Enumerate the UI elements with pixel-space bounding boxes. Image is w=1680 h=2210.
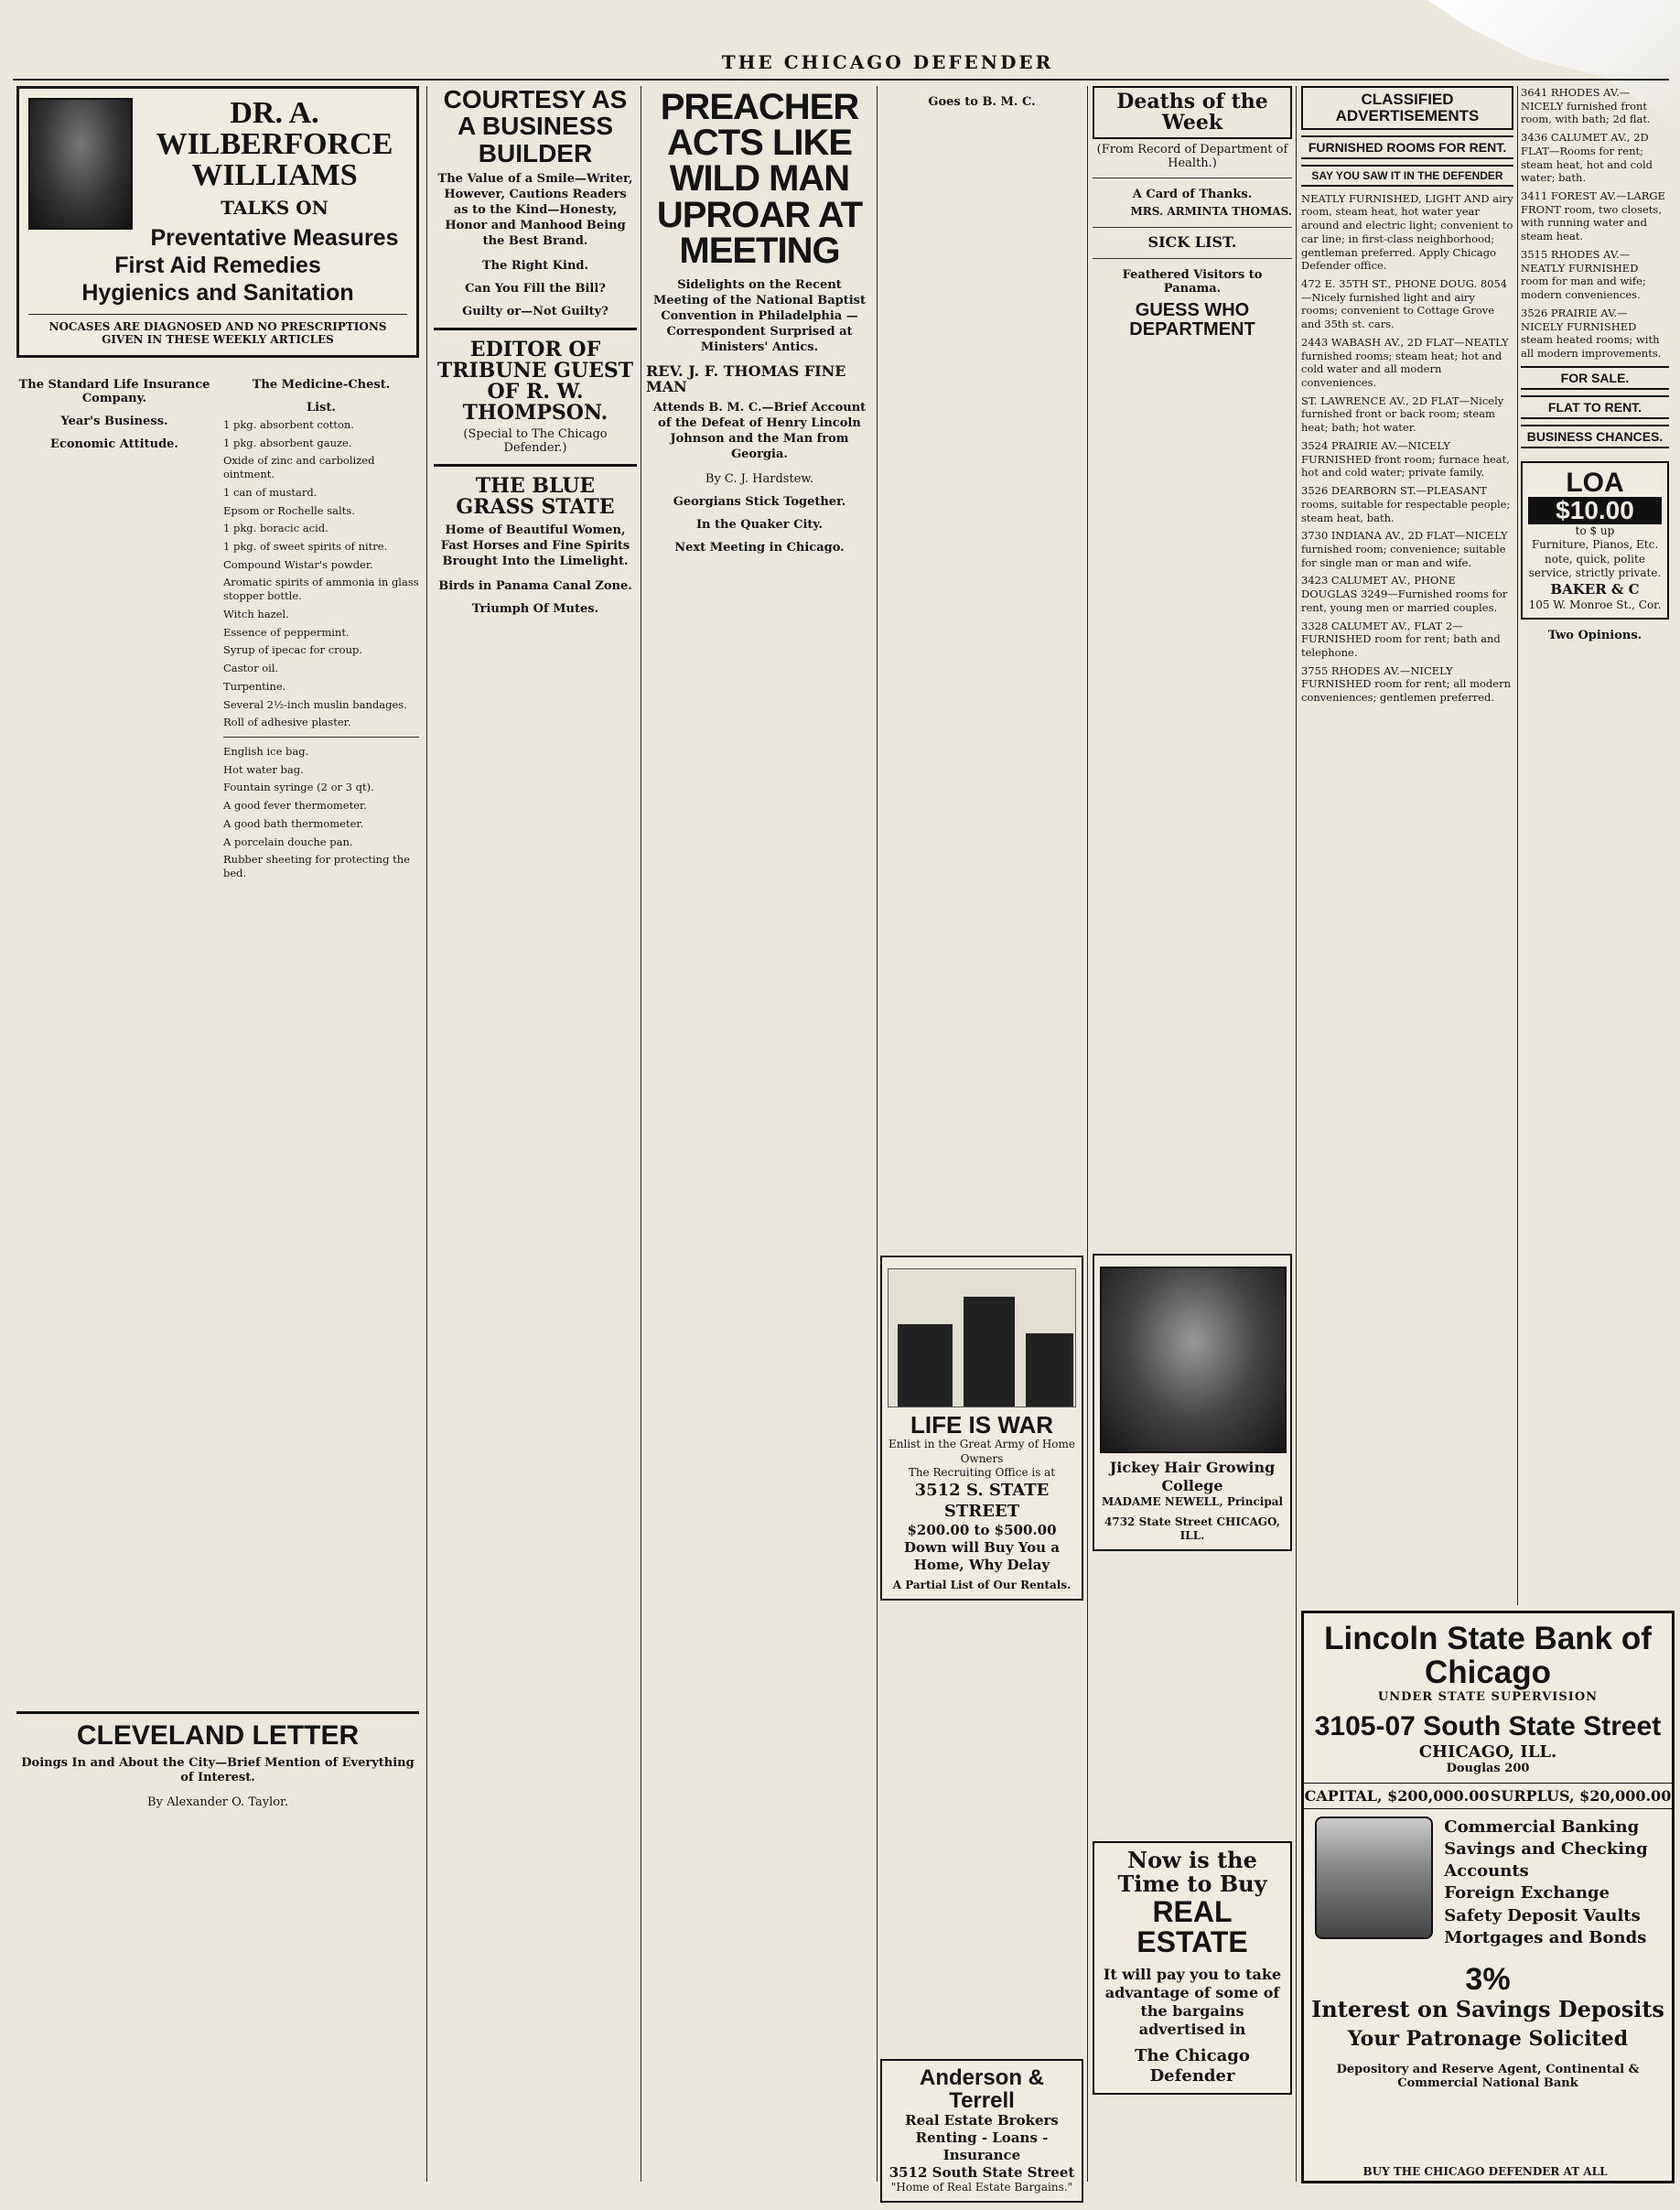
bank-service: Mortgages and Bonds (1444, 1927, 1647, 1947)
bank-service: Commercial Banking (1444, 1817, 1640, 1837)
medicine-item: Rubber sheeting for protecting the bed. (223, 853, 410, 879)
deaths-title: Deaths of the Week (1093, 86, 1292, 139)
medicine-item: 1 can of mustard. (223, 485, 318, 499)
lifewar-partial: A Partial List of Our Rentals. (892, 1579, 1072, 1592)
houses-illustration (888, 1268, 1076, 1407)
jickey-principal: MADAME NEWELL, Principal (1101, 1495, 1284, 1508)
jickey-hair-ad (1093, 1246, 1292, 1558)
medicine-item: Compound Wistar's powder. (223, 557, 373, 571)
cleveland-deck: Doings In and About the City—Brief Mention of Everything of Interest. (21, 1755, 415, 1785)
loan-address: 105 W. Monroe St., Cor. (1528, 598, 1662, 611)
bank-name: Lincoln State Bank of Chicago (1324, 1621, 1652, 1690)
classified-listing: 2443 WABASH AV., 2D FLAT—NEATLY furnished rooms; steam heat; hot and cold water and all modern conveniences. (1301, 335, 1509, 390)
bank-service: Safety Deposit Vaults (1444, 1905, 1641, 1925)
bank-service: Savings and Checking Accounts (1444, 1838, 1648, 1881)
classified-listing: 3526 DEARBORN ST.—PLEASANT rooms, suitable for respectable people; steam heat, bath. (1301, 484, 1511, 524)
savings-bank-illustration (1315, 1817, 1433, 1939)
wilberforce-header (16, 86, 419, 358)
classified-listing: 3524 PRAIRIE AV.—NICELY FURNISHED front room; furnace heat, hot and cold water; private family. (1301, 438, 1510, 480)
anderson-services: Renting - Loans - Insurance (915, 2129, 1049, 2163)
classified-title: CLASSIFIED ADVERTISEMENTS (1301, 86, 1513, 130)
medicine-item: A good bath thermometer. (223, 816, 364, 830)
wilberforce-note: NOCASES ARE DIAGNOSED AND NO PRESCRIPTIONS GIVEN IN THESE WEEKLY ARTICLES (28, 314, 407, 346)
preacher-byline: By C. J. Hardstew. (705, 471, 814, 486)
medicine-item: Witch hazel. (223, 607, 289, 620)
bank-sub: UNDER STATE SUPERVISION (1377, 1689, 1599, 1704)
bank-capital: CAPITAL, $200,000.00 (1304, 1786, 1490, 1805)
business-chances-heading: BUSINESS CHANCES. (1521, 425, 1669, 448)
classified-listing: 3328 CALUMET AV., FLAT 2—FURNISHED room for rent; bath and telephone. (1301, 619, 1501, 659)
bank-service: Foreign Exchange (1444, 1883, 1610, 1903)
medicine-item: Aromatic spirits of ammonia in glass stopper bottle. (223, 576, 419, 603)
classified-listing: NEATLY FURNISHED, LIGHT AND airy room, steam heat, hot water year around and electric light; convenient to car line; in first-class neighborhood; gentleman preferred. Apply Chicago Defender office. (1301, 191, 1513, 273)
bluegrass-sub-birds: Birds in Panama Canal Zone. (438, 578, 632, 593)
wilberforce-talks: TALKS ON (221, 197, 328, 219)
preacher-sub-next: Next Meeting in Chicago. (674, 540, 845, 555)
lifewar-title: LIFE IS WAR (910, 1411, 1053, 1439)
medicine-item: A porcelain douche pan. (223, 835, 353, 848)
medicine-item: 1 pkg. absorbent cotton. (223, 418, 354, 431)
anderson-name: Anderson & Terrell (919, 2065, 1044, 2114)
anderson-address: 3512 South State Street (888, 2163, 1075, 2181)
preacher-deck: Sidelights on the Recent Meeting of the National Baptist Convention in Philadelphia — Correspondent Surprised at Ministers' Antics. (652, 277, 866, 354)
guess-who-title: GUESS WHO DEPARTMENT (1129, 299, 1255, 340)
bank-surplus: SURPLUS, $20,000.00 (1490, 1786, 1672, 1805)
medicine-item: Turpentine. (223, 679, 286, 693)
loan-amount: $10.00 (1528, 497, 1662, 523)
wilberforce-name: DR. A. WILBERFORCE WILLIAMS (156, 96, 393, 192)
col-rule-4 (1087, 86, 1088, 2182)
bank-city: CHICAGO, ILL. (1418, 1741, 1557, 1762)
column-courtesy (434, 86, 637, 2182)
classified-listing: 472 E. 35TH ST., PHONE DOUG. 8054—Nicely furnished light and airy rooms; convenient to Cottage Grove and 35th st. cars. (1301, 277, 1508, 331)
medicine-item: Essence of peppermint. (223, 625, 350, 639)
jickey-name: Jickey Hair Growing College (1109, 1459, 1276, 1494)
bank-pct: 3% (1465, 1962, 1511, 1998)
real-estate-ad (1093, 1834, 1292, 2102)
preacher-sub-georgians: Georgians Stick Together. (673, 494, 846, 509)
anderson-terrell-ad (880, 2052, 1083, 2210)
loan-body: Furniture, Pianos, Etc. note, quick, polite service, strictly private. (1528, 538, 1662, 580)
cleveland-byline: By Alexander O. Taylor. (147, 1795, 288, 1810)
medicine-item: Hot water bag. (223, 762, 304, 776)
classified-listing: 3423 CALUMET AV., PHONE DOUGLAS 3249—Furnished rooms for rent, young men or married couples. (1301, 574, 1508, 614)
jickey-address: 4732 State Street CHICAGO, ILL. (1104, 1515, 1280, 1543)
right-listing: 3436 CALUMET AV., 2D FLAT—Rooms for rent; steam heat, hot and cold water; bath. (1521, 131, 1653, 185)
section-title-medicine: The Medicine-Chest. (252, 378, 391, 392)
loan-firm: BAKER & C (1550, 580, 1640, 598)
courtesy-sub-guilty: Guilty or—Not Guilty? (462, 304, 608, 318)
col-rule-5 (1296, 86, 1297, 2182)
realestate-paper: The Chicago Defender (1135, 2045, 1250, 2086)
masthead: THE CHICAGO DEFENDER (721, 51, 1054, 73)
madame-newell-photo (1100, 1267, 1287, 1453)
loan-up: to $ up (1575, 523, 1615, 537)
preacher-rev: REV. J. F. THOMAS FINE MAN (646, 362, 846, 396)
wilberforce-topic-2: First Aid Remedies (114, 253, 321, 278)
column-preacher (646, 86, 873, 2182)
wilberforce-portrait (28, 98, 133, 230)
medicine-list-title: List. (307, 401, 336, 415)
loan-ad (1521, 461, 1669, 620)
right-listing: 3641 RHODES AV.—NICELY furnished front room, with bath; 2d flat. (1521, 86, 1651, 126)
tribune-dateline: (Special to The Chicago Defender.) (463, 427, 608, 455)
medicine-item: Epsom or Rochelle salts. (223, 503, 355, 517)
classified-listing: ST. LAWRENCE AV., 2D FLAT—Nicely furnished front or back room; steam heat; bath; hot water. (1301, 393, 1504, 435)
col-rule-1 (426, 86, 427, 2182)
bluegrass-sub-mutes: Triumph Of Mutes. (471, 601, 599, 616)
col-rule-6 (1517, 86, 1518, 1605)
courtesy-sub-right-kind: The Right Kind. (481, 258, 589, 273)
flat-to-rent-heading: FLAT TO RENT. (1521, 395, 1669, 419)
preacher-deck2: Attends B. M. C.—Brief Account of the Defeat of Henry Lincoln Johnson and the Man from Georgia. (652, 400, 867, 461)
bank-phone: Douglas 200 (1446, 1761, 1530, 1775)
bank-capital-row (1304, 1783, 1672, 1809)
for-sale-heading: FOR SALE. (1521, 366, 1669, 390)
classified-say: SAY YOU SAW IT IN THE DEFENDER (1301, 165, 1513, 187)
anderson-tag: "Home of Real Estate Bargains." (890, 2181, 1073, 2194)
courtesy-title: COURTESY AS A BUSINESS BUILDER (443, 86, 628, 167)
preacher-title: PREACHER ACTS LIKE WILD MAN UPROAR AT MEETING (656, 87, 863, 271)
lifewar-line1: Enlist in the Great Army of Home Owners (888, 1438, 1076, 1465)
realestate-big: REAL ESTATE (1136, 1894, 1248, 1959)
preacher-sub-goes-bmc: Goes to B. M. C. (928, 95, 1036, 109)
classified-listing: 3730 INDIANA AV., 2D FLAT—NICELY furnished room; convenience; suitable for single man or man and wife. (1301, 529, 1508, 569)
loan-loa: LOA (1566, 467, 1624, 498)
top-rule (13, 79, 1669, 81)
classified-sub: FURNISHED ROOMS FOR RENT. (1301, 135, 1513, 159)
footer-buy-defender: BUY THE CHICAGO DEFENDER AT ALL (1362, 2165, 1608, 2178)
wilberforce-topic-3: Hygienics and Sanitation (81, 280, 354, 306)
medicine-item: English ice bag. (223, 744, 309, 758)
bluegrass-deck: Home of Beautiful Women, Fast Horses and Fine Spirits Brought Into the Limelight. (440, 523, 630, 568)
medicine-item: A good fever thermometer. (223, 799, 367, 813)
card-thanks-sig: MRS. ARMINTA THOMAS. (1130, 205, 1292, 219)
wilberforce-topic-1: Preventative Measures (150, 225, 399, 251)
lifewar-offer: $200.00 to $500.00 Down will Buy You a Home, Why Delay (903, 1522, 1061, 1573)
courtesy-sub-fill-bill: Can You Fill the Bill? (465, 281, 606, 296)
bank-depository: Depository and Reserve Agent, Continental & Commercial National Bank (1336, 2062, 1640, 2090)
section-title-year: Year's Business. (60, 415, 168, 428)
medicine-item: Several 2½-inch muslin bandages. (223, 697, 407, 711)
classified-listing: 3755 RHODES AV.—NICELY FURNISHED room for rent; all modern conveniences; gentlemen preferred. (1301, 663, 1511, 705)
right-listing: 3526 PRAIRIE AV.—NICELY FURNISHED steam heated rooms; with all modern improvements. (1521, 306, 1662, 360)
lifewar-address: 3512 S. STATE STREET (914, 1481, 1050, 1521)
bank-interest: Interest on Savings Deposits (1311, 1996, 1664, 2023)
right-listing: 3515 RHODES AV.—NEATLY FURNISHED room for man and wife; modern conveniences. (1521, 247, 1646, 302)
medicine-item: Fountain syringe (2 or 3 qt). (223, 781, 374, 794)
card-thanks-title: A Card of Thanks. (1132, 188, 1253, 202)
preacher-sub-quaker: In the Quaker City. (695, 517, 824, 532)
medicine-item: Castor oil. (223, 662, 279, 675)
col-rule-3 (877, 86, 878, 2182)
medicine-item: Syrup of ipecac for croup. (223, 643, 362, 657)
medicine-item: 1 pkg. absorbent gauze. (223, 436, 352, 449)
section-title-insurance: The Standard Life Insurance Company. (18, 378, 210, 405)
right-listing: 3411 FOREST AV.—LARGE FRONT room, two closets, with running water and steam heat. (1521, 189, 1665, 243)
courtesy-deck: The Value of a Smile—Writer, However, Cautions Readers as to the Kind—Honesty, Honor and Manhood Being the Best Brand. (437, 172, 633, 248)
life-is-war-ad (880, 1248, 1083, 1880)
bank-patronage: Your Patronage Solicited (1347, 2026, 1629, 2051)
lifewar-line2: The Recruiting Office is at (908, 1466, 1056, 1480)
feathered-title: Feathered Visitors to Panama. (1122, 267, 1263, 296)
deaths-source: (From Record of Department of Health.) (1096, 143, 1288, 171)
column-right-strip (1521, 86, 1669, 1605)
realestate-body: It will pay you to take advantage of some of the bargains advertised in (1103, 1965, 1282, 2038)
tribune-title: EDITOR OF TRIBUNE GUEST OF R. W. THOMPSON. (436, 337, 634, 425)
lincoln-bank-ad (1301, 1611, 1675, 2183)
realestate-line1: Now is the Time to Buy (1117, 1847, 1267, 1898)
medicine-item: Roll of adhesive plaster. (223, 716, 351, 729)
medicine-item: Oxide of zinc and carbolized ointment. (223, 454, 375, 481)
opinions-title: Two Opinions. (1547, 629, 1642, 643)
sick-list-title: SICK LIST. (1147, 233, 1237, 252)
medicine-item: 1 pkg. of sweet spirits of nitre. (223, 540, 388, 554)
medicine-item: 1 pkg. boracic acid. (223, 522, 328, 535)
column-classified (1301, 86, 1513, 1605)
cleveland-letter (16, 1711, 419, 2172)
cleveland-title: CLEVELAND LETTER (76, 1720, 360, 1751)
section-title-economic: Economic Attitude. (50, 437, 178, 451)
anderson-role: Real Estate Brokers (905, 2112, 1059, 2129)
bank-address: 3105-07 South State Street (1314, 1710, 1662, 1741)
bluegrass-title: THE BLUE GRASS STATE (456, 474, 615, 520)
